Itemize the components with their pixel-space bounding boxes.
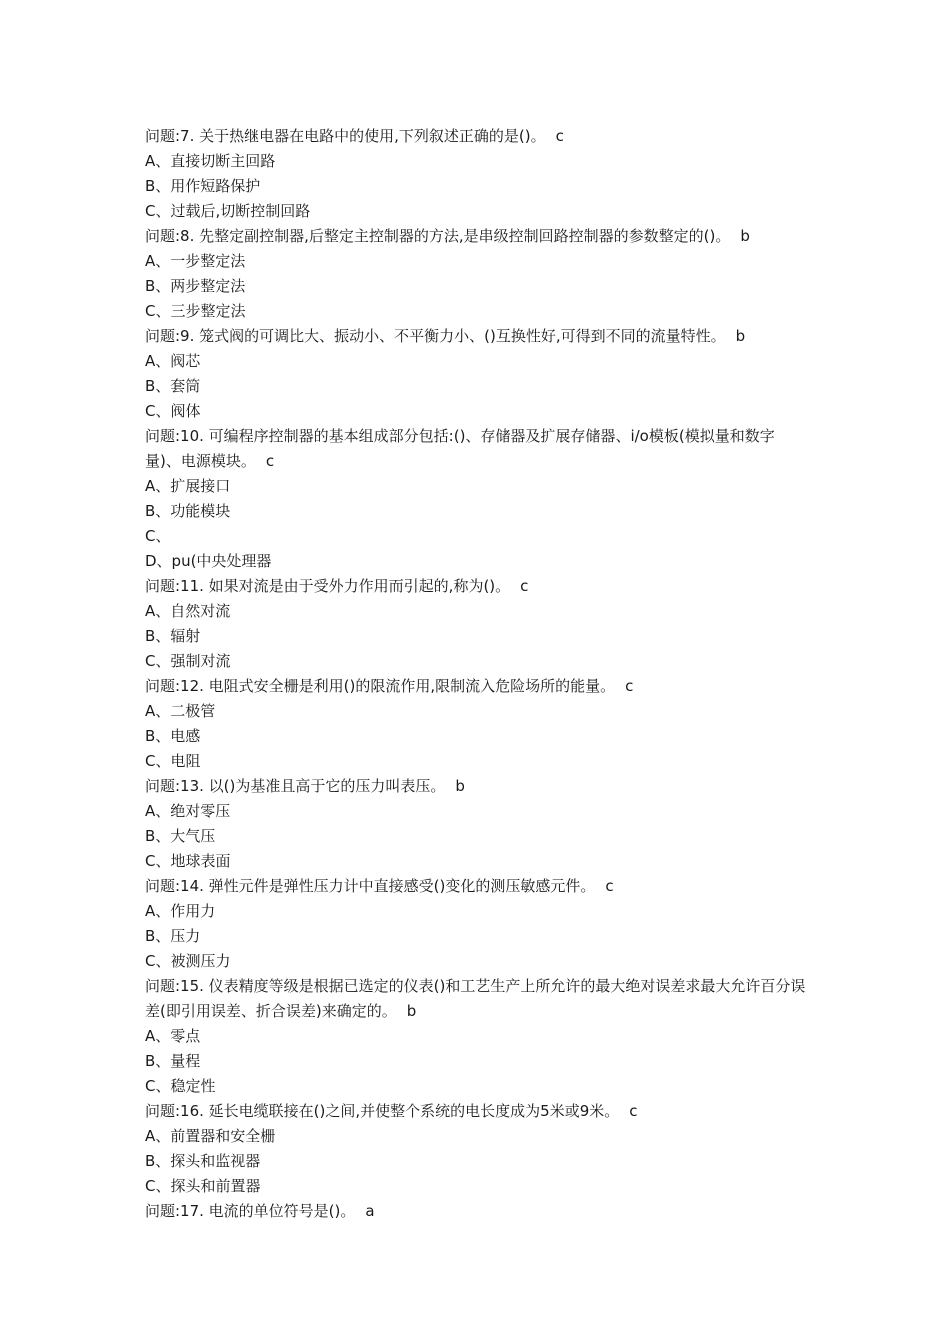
question-answer: c: [265, 452, 275, 470]
question-answer: b: [735, 327, 746, 345]
answer-option: B、功能模块: [145, 502, 231, 520]
question-3: [145, 324, 810, 349]
answer-option: B、电感: [145, 727, 201, 745]
answer-option: B、用作短路保护: [145, 177, 261, 195]
question-10: [145, 1099, 810, 1124]
answer-option: B、压力: [145, 927, 201, 945]
answer-option: A、二极管: [145, 702, 216, 720]
answer-option: B、量程: [145, 1052, 201, 1070]
question-prompt: 问题:13. 以()为基准且高于它的压力叫表压。: [145, 777, 446, 795]
question-1: [145, 124, 810, 149]
answer-option: C、稳定性: [145, 1077, 216, 1095]
answer-option: A、阀芯: [145, 352, 201, 370]
question-7: [145, 774, 810, 799]
question-6: [145, 674, 810, 699]
question-answer: c: [625, 677, 634, 695]
answer-option: C、地球表面: [145, 852, 231, 870]
question-11: [145, 1199, 810, 1224]
answer-option: C、强制对流: [145, 652, 231, 670]
question-answer: c: [555, 127, 564, 145]
question-answer: b: [455, 777, 465, 795]
answer-option: C、被测压力: [145, 952, 231, 970]
question-answer: a: [365, 1202, 375, 1220]
question-prompt: 问题:12. 电阻式安全栅是利用()的限流作用,限制流入危险场所的能量。: [145, 677, 616, 695]
answer-option: C、阀体: [145, 402, 201, 420]
question-prompt: 问题:17. 电流的单位符号是()。: [145, 1202, 356, 1220]
question-prompt: 问题:16. 延长电缆联接在()之间,并使整个系统的电长度成为5米或9米。: [145, 1102, 620, 1120]
question-answer: c: [605, 877, 614, 895]
answer-option: B、探头和监视器: [145, 1152, 261, 1170]
answer-option: B、大气压: [145, 827, 216, 845]
answer-option: A、扩展接口: [145, 477, 231, 495]
answer-option: C、三步整定法: [145, 302, 246, 320]
question-2: [145, 224, 810, 249]
answer-option: A、作用力: [145, 902, 216, 920]
question-8: [145, 874, 810, 899]
question-prompt: 问题:14. 弹性元件是弹性压力计中直接感受()变化的测压敏感元件。: [145, 877, 596, 895]
answer-option: B、辐射: [145, 627, 201, 645]
question-9: [145, 974, 810, 1024]
answer-option: B、两步整定法: [145, 277, 246, 295]
question-answer: c: [520, 577, 529, 595]
answer-option: A、直接切断主回路: [145, 152, 276, 170]
answer-option: C、探头和前置器: [145, 1177, 261, 1195]
question-prompt: 问题:9. 笼式阀的可调比大、振动小、不平衡力小、()互换性好,可得到不同的流量特性。: [145, 327, 726, 345]
question-prompt: 问题:11. 如果对流是由于受外力作用而引起的,称为()。: [145, 577, 511, 595]
answer-option: A、零点: [145, 1027, 201, 1045]
question-prompt: 问题:10. 可编程序控制器的基本组成部分包括:()、存储器及扩展存储器、i/o模板(模拟量和数字量)、电源模块。: [145, 427, 775, 470]
answer-option: A、前置器和安全栅: [145, 1127, 276, 1145]
answer-option: B、套筒: [145, 377, 201, 395]
question-prompt: 问题:7. 关于热继电器在电路中的使用,下列叙述正确的是()。: [145, 127, 546, 145]
question-answer: b: [740, 227, 750, 245]
question-list: [145, 124, 810, 1224]
answer-option: C、电阻: [145, 752, 201, 770]
answer-option: A、绝对零压: [145, 802, 231, 820]
question-prompt: 问题:8. 先整定副控制器,后整定主控制器的方法,是串级控制回路控制器的参数整定的()。: [145, 227, 731, 245]
question-answer: c: [629, 1102, 638, 1120]
answer-option: C、: [145, 527, 171, 545]
answer-option: A、一步整定法: [145, 252, 246, 270]
question-answer: b: [406, 1002, 417, 1020]
question-prompt: 问题:15. 仪表精度等级是根据已选定的仪表()和工艺生产上所允许的最大绝对误差求最大允许百分误差(即引用误差、折合误差)来确定的。: [145, 977, 806, 1020]
answer-option: C、过载后,切断控制回路: [145, 202, 311, 220]
question-4: [145, 424, 810, 474]
answer-option: D、pu(中央处理器: [145, 552, 272, 570]
answer-option: A、自然对流: [145, 602, 231, 620]
question-5: [145, 574, 810, 599]
